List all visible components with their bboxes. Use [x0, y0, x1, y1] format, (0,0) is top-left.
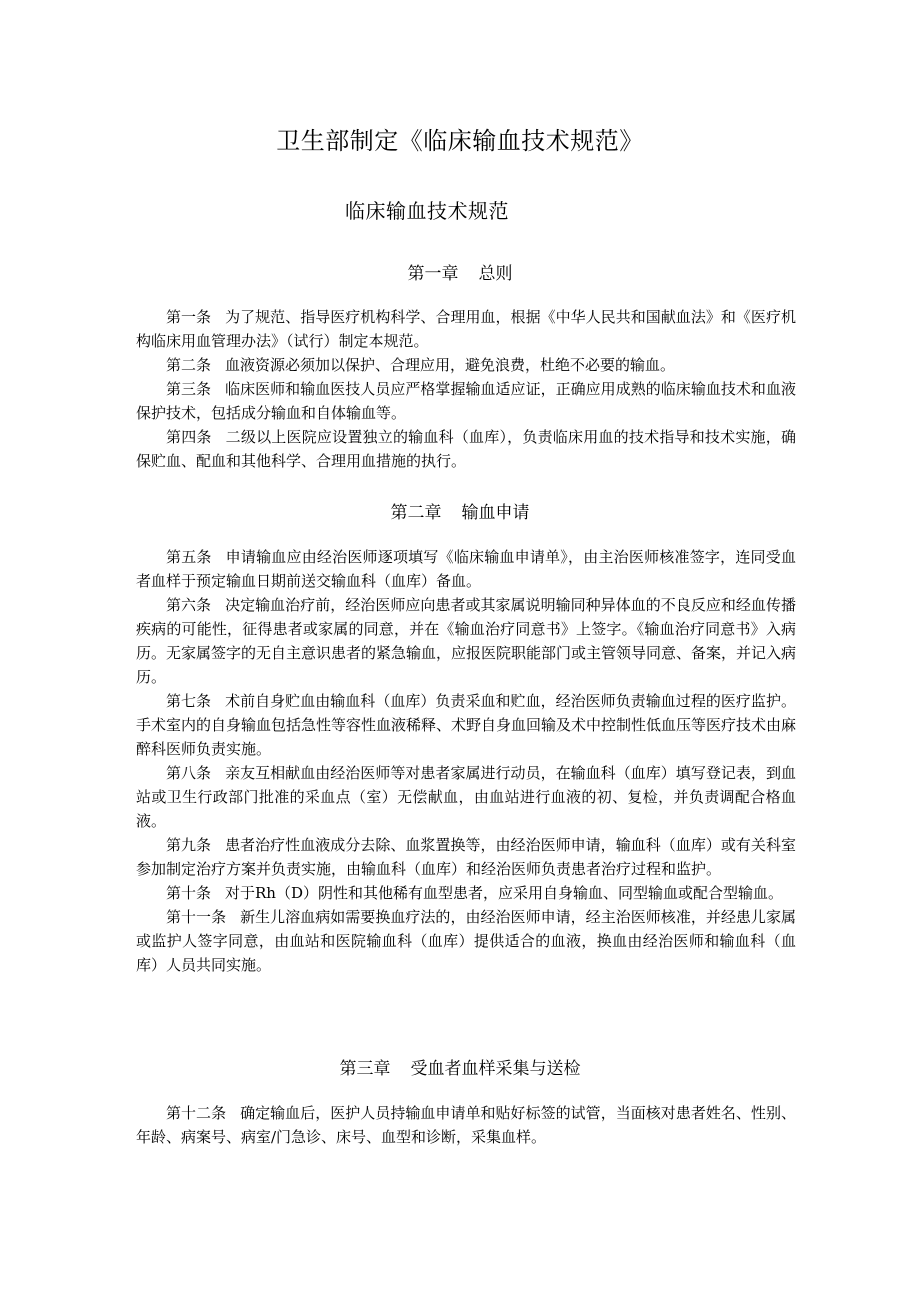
- chapter-name: 总则: [478, 264, 513, 284]
- article-paragraph: [136, 353, 796, 377]
- chapter-label: 第二章: [390, 503, 442, 523]
- article-number: 第十一条: [166, 908, 227, 926]
- article-number: 第一条: [166, 308, 212, 326]
- chapter-name: 输血申请: [461, 503, 530, 523]
- chapter-label: 第三章: [339, 1059, 391, 1079]
- article-paragraph: [136, 833, 796, 881]
- chapter-articles: [136, 545, 796, 977]
- article-paragraph: [136, 545, 796, 593]
- article-text: 新生儿溶血病如需要换血疗法的，由经治医师申请，经主治医师核准，并经患儿家属或监护人签字同意，由血站和医院输血科（血库）提供适合的血液，换血由经治医师和输血科（血库）人员共同实施。: [136, 908, 796, 974]
- article-text: 血液资源必须加以保护、合理应用，避免浪费，杜绝不必要的输血。: [225, 356, 676, 374]
- article-paragraph: [136, 1101, 796, 1149]
- article-paragraph: [136, 593, 796, 689]
- article-text: 二级以上医院应设置独立的输血科（血库），负责临床用血的技术指导和技术实施，确保贮血、配血和其他科学、合理用血措施的执行。: [136, 428, 796, 470]
- article-paragraph: [136, 905, 796, 977]
- article-number: 第三条: [166, 380, 212, 398]
- article-number: 第七条: [166, 692, 212, 710]
- article-paragraph: [136, 305, 796, 353]
- chapter-articles: [136, 305, 796, 473]
- article-paragraph: [136, 425, 796, 473]
- chapter-heading: [0, 259, 920, 284]
- article-number: 第十条: [166, 884, 212, 902]
- chapter-name: 受血者血样采集与送检: [410, 1059, 581, 1079]
- article-text: 为了规范、指导医疗机构科学、合理用血，根据《中华人民共和国献血法》和《医疗机构临床用血管理办法》（试行）制定本规范。: [136, 308, 796, 350]
- article-text: 申请输血应由经治医师逐项填写《临床输血申请单》，由主治医师核准签字，连同受血者血样于预定输血日期前送交输血科（血库）备血。: [136, 548, 796, 590]
- article-paragraph: [136, 377, 796, 425]
- document-title: 卫生部制定《临床输血技术规范》: [276, 127, 644, 155]
- chapter-label: 第一章: [407, 264, 459, 284]
- article-number: 第八条: [166, 764, 212, 782]
- article-number: 第十二条: [166, 1104, 227, 1122]
- article-paragraph: [136, 689, 796, 761]
- article-text: 决定输血治疗前，经治医师应向患者或其家属说明输同种异体血的不良反应和经血传播疾病的可能性，征得患者或家属的同意，并在《输血治疗同意书》上签字。《输血治疗同意书》入病历。无家属签字的无自主意识患者的紧急输血，应报医院职能部门或主管领导同意、备案，并记入病历。: [136, 596, 797, 686]
- article-number: 第四条: [166, 428, 212, 446]
- chapter-heading: [0, 498, 920, 523]
- article-text: 临床医师和输血医技人员应严格掌握输血适应证，正确应用成熟的临床输血技术和血液保护技术，包括成分输血和自体输血等。: [136, 380, 796, 422]
- article-number: 第六条: [166, 596, 212, 614]
- article-text: 确定输血后，医护人员持输血申请单和贴好标签的试管，当面核对患者姓名、性别、年龄、病案号、病室/门急诊、床号、血型和诊断，采集血样。: [136, 1104, 796, 1146]
- article-paragraph: [136, 761, 796, 833]
- article-paragraph: [136, 881, 796, 905]
- article-number: 第九条: [166, 836, 212, 854]
- article-number: 第五条: [166, 548, 212, 566]
- article-number: 第二条: [166, 356, 212, 374]
- article-text: 亲友互相献血由经治医师等对患者家属进行动员，在输血科（血库）填写登记表，到血站或卫生行政部门批准的采血点（室）无偿献血，由血站进行血液的初、复检，并负责调配合格血液。: [136, 764, 796, 830]
- article-text: 对于Rh（D）阴性和其他稀有血型患者，应采用自身输血、同型输血或配合型输血。: [225, 884, 784, 902]
- article-text: 术前自身贮血由输血科（血库）负责采血和贮血，经治医师负责输血过程的医疗监护。手术室内的自身输血包括急性等容性血液稀释、术野自身血回输及术中控制性低血压等医疗技术由麻醉科医师负责实施。: [136, 692, 797, 758]
- article-text: 患者治疗性血液成分去除、血浆置换等，由经治医师申请，输血科（血库）或有关科室参加制定治疗方案并负责实施，由输血科（血库）和经治医师负责患者治疗过程和监护。: [136, 836, 796, 878]
- chapter-heading: [0, 1054, 920, 1079]
- chapter-articles: [136, 1101, 796, 1149]
- document-subtitle: 临床输血技术规范: [345, 199, 509, 223]
